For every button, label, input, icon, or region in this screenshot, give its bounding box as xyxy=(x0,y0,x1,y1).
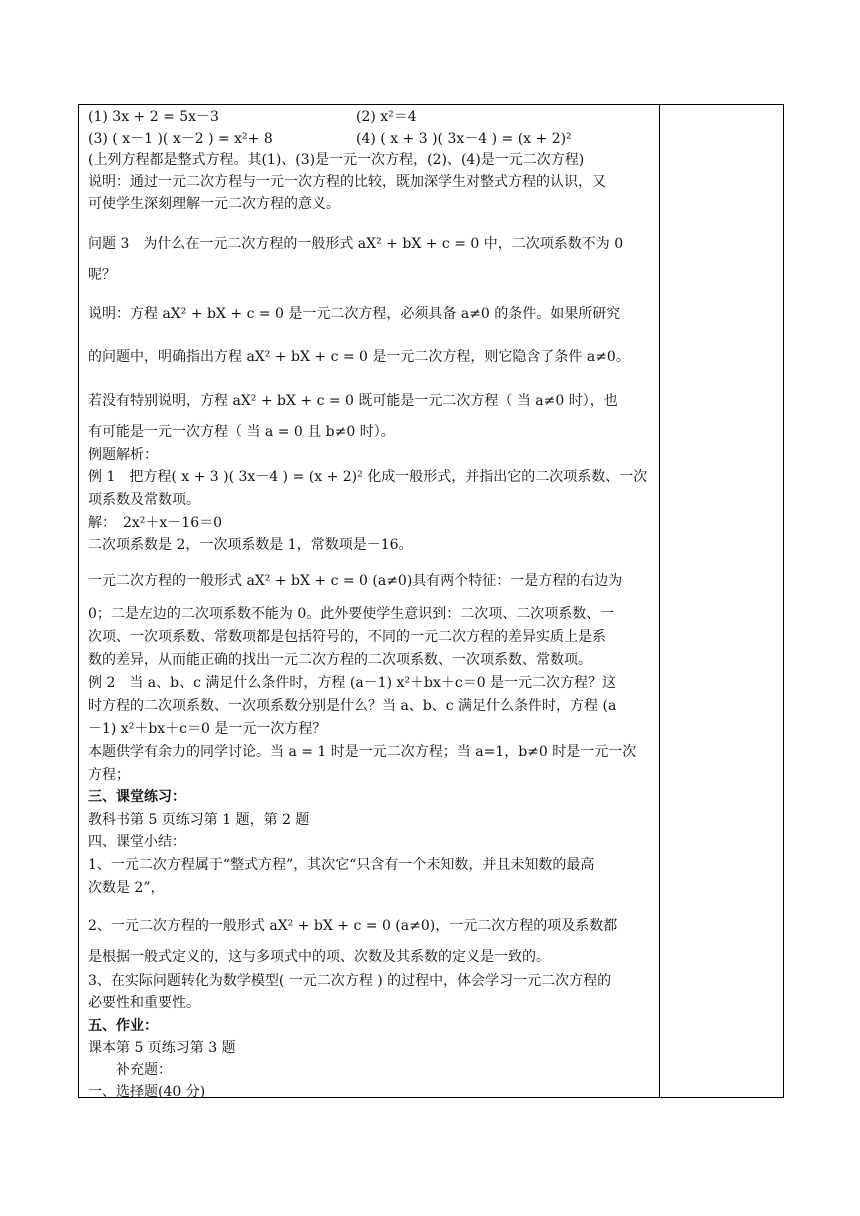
section-heading: 例题解析： xyxy=(88,447,158,463)
summary-item-cont: 必要性和重要性。 xyxy=(88,995,200,1011)
solution-answer: 二次项系数是 2，一次项系数是 1，常数项是－16。 xyxy=(88,537,413,553)
section-heading: 五、作业： xyxy=(88,1018,158,1034)
paragraph-line: 数的差异，从而能正确的找出一元二次方程的二次项系数、一次项系数、常数项。 xyxy=(88,652,592,668)
homework-line: 课本第 5 页练习第 3 题 xyxy=(88,1040,236,1056)
explanation-line: 若没有特别说明，方程 aX² + bX + c = 0 既可能是一元二次方程（ 当 a≠0 时），也 xyxy=(88,393,618,409)
lesson-table xyxy=(78,104,784,1098)
summary-item-cont: 是根据一般式定义的，这与多项式中的项、次数及其系数的定义是一致的。 xyxy=(88,949,550,965)
summary-item-cont: 次数是 2”， xyxy=(88,880,165,896)
paragraph-line: 方程； xyxy=(88,767,130,783)
summary-item: 2、一元二次方程的一般形式 aX² + bX + c = 0 (a≠0)，一元二次方程的项及系数都 xyxy=(88,918,618,934)
explanation-line: 说明：通过一元二次方程与一元一次方程的比较，既加深学生对整式方程的认识，又 xyxy=(88,174,606,190)
section-heading: 四、课堂小结： xyxy=(88,834,186,850)
section-heading: 一、选择题(40 分) xyxy=(88,1084,206,1100)
example-1: 例 1 把方程( x + 3 )( 3x－4 ) = (x + 2)² 化成一般形式，并指出它的二次项系数、一次 xyxy=(88,469,648,485)
paragraph-line: 0；二是左边的二次项系数不能为 0。此外要使学生意识到：二次项、二次项系数、一 xyxy=(88,606,615,622)
explanation-line: 说明：方程 aX² + bX + c = 0 是一元二次方程，必须具备 a≠0 的条件。如果所研究 xyxy=(88,306,621,322)
example-2-cont: 时方程的二次项系数、一次项系数分别是什么？当 a、b、c 满足什么条件时，方程 (a xyxy=(88,698,617,714)
equation-4: (4) ( x + 3 )( 3x－4 ) = (x + 2)² xyxy=(356,131,572,147)
summary-item: 1、一元二次方程属于“整式方程”，其次它“只含有一个未知数，并且未知数的最高 xyxy=(88,857,595,873)
paragraph-line: 本题供学有余力的同学讨论。当 a = 1 时是一元二次方程；当 a=1，b≠0 时是一元一次 xyxy=(88,744,637,760)
column-divider xyxy=(659,105,660,1097)
equation-2: (2) x²＝4 xyxy=(356,109,417,125)
summary-item: 3、在实际问题转化为数学模型( 一元二次方程 ) 的过程中，体会学习一元二次方程的 xyxy=(88,973,612,989)
question-3: 问题 3 为什么在一元二次方程的一般形式 aX² + bX + c = 0 中，二次项系数不为 0 xyxy=(88,236,624,252)
paragraph-line: 次项、一次项系数、常数项都是包括符号的，不同的一元二次方程的差异实质上是系 xyxy=(88,629,606,645)
supplement-heading: 补充题： xyxy=(116,1062,172,1078)
example-1-cont: 项系数及常数项。 xyxy=(88,492,200,508)
explanation-line: 可使学生深刻理解一元二次方程的意义。 xyxy=(88,196,340,212)
explanation-line: 的问题中，明确指出方程 aX² + bX + c = 0 是一元二次方程，则它隐含了条件 a≠0。 xyxy=(88,349,630,365)
equation-1: (1) 3x + 2 = 5x－3 xyxy=(88,109,219,125)
question-3-cont: 呢？ xyxy=(88,267,116,283)
equation-3: (3) ( x－1 )( x－2 ) = x²+ 8 xyxy=(88,131,273,147)
solution: 解： 2x²＋x－16＝0 xyxy=(88,515,223,531)
equation-note: (上列方程都是整式方程。其(1)、(3)是一元一次方程，(2)、(4)是一元二次方程) xyxy=(88,152,585,168)
paragraph-line: 教科书第 5 页练习第 1 题，第 2 题 xyxy=(88,812,310,828)
section-heading: 三、课堂练习： xyxy=(88,789,186,805)
example-2: 例 2 当 a、b、c 满足什么条件时，方程 (a－1) x²＋bx＋c＝0 是一元二次方程？这 xyxy=(88,675,617,691)
example-2-cont: －1) x²＋bx＋c＝0 是一元一次方程？ xyxy=(88,721,327,737)
paragraph-line: 一元二次方程的一般形式 aX² + bX + c = 0 (a≠0)具有两个特征：一是方程的右边为 xyxy=(88,573,623,589)
explanation-line: 有可能是一元一次方程（ 当 a = 0 且 b≠0 时）。 xyxy=(88,424,395,440)
